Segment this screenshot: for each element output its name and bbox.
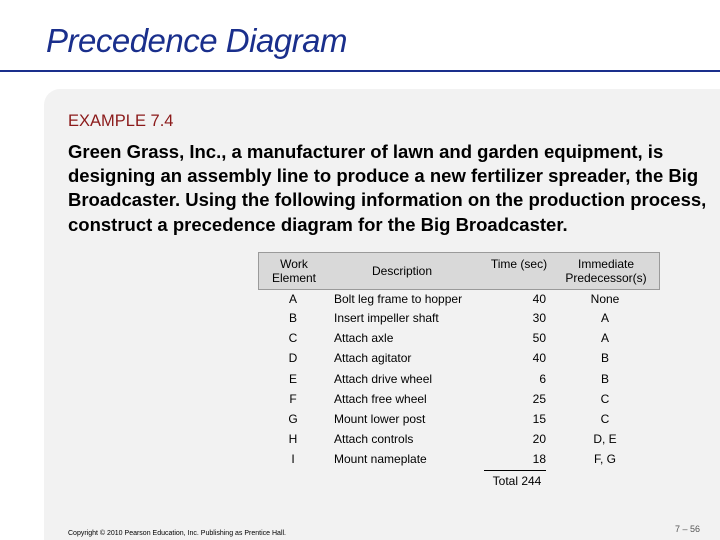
cell-time: 40 — [532, 292, 546, 306]
cell-time: 15 — [532, 411, 546, 426]
total-rule — [484, 470, 546, 471]
table-row — [258, 410, 660, 430]
cell-time: 25 — [532, 391, 546, 406]
cell-description: Attach controls — [334, 432, 414, 447]
cell-element: G — [288, 411, 298, 426]
cell-element: I — [291, 452, 295, 467]
problem-statement: Green Grass, Inc., a manufacturer of lawn and garden equipment, is designing an assembly line to produce a new fertilizer spreader, the Big Broadcaster. Using the following information on the production process, construct a precedence diagram for the Big Broadcaster. — [68, 141, 707, 235]
title-underline — [0, 70, 720, 72]
cell-element: C — [288, 331, 298, 346]
cell-element: E — [288, 371, 297, 386]
header-work-element: Work Element — [271, 257, 317, 285]
table-row — [258, 290, 660, 309]
header-predecessors: Immediate Predecessor(s) — [565, 257, 647, 285]
cell-element: B — [288, 311, 297, 325]
table-row — [258, 390, 660, 410]
cell-predecessors: F, G — [593, 452, 616, 467]
cell-description: Mount nameplate — [334, 452, 427, 467]
cell-predecessors: B — [600, 351, 609, 366]
slide-header — [0, 0, 720, 89]
cell-element: H — [288, 432, 298, 447]
cell-predecessors: C — [600, 411, 610, 426]
cell-description: Attach axle — [334, 331, 394, 346]
cell-time: 18 — [532, 452, 546, 467]
cell-predecessors: None — [590, 292, 620, 306]
cell-element: D — [288, 351, 298, 366]
cell-description: Attach agitator — [334, 351, 412, 366]
cell-description: Mount lower post — [334, 411, 426, 426]
cell-predecessors: A — [600, 311, 609, 325]
cell-description: Attach drive wheel — [334, 371, 433, 386]
table-row — [258, 450, 660, 470]
cell-predecessors: D, E — [593, 432, 617, 447]
cell-predecessors: B — [600, 371, 609, 386]
table-row — [258, 370, 660, 390]
total-time: Total 244 — [492, 474, 542, 488]
slide-title: Precedence Diagram — [46, 22, 347, 59]
example-label: EXAMPLE 7.4 — [68, 112, 174, 130]
cell-description: Attach free wheel — [334, 391, 427, 406]
cell-predecessors: A — [600, 331, 609, 346]
cell-element: F — [289, 391, 297, 406]
copyright-notice: Copyright © 2010 Pearson Education, Inc. Publishing as Prentice Hall. — [68, 530, 287, 537]
header-description: Description — [371, 264, 433, 278]
table-row — [258, 349, 660, 369]
table-body — [258, 290, 660, 471]
table-header — [258, 252, 660, 290]
cell-time: 50 — [532, 331, 546, 346]
cell-element: A — [288, 292, 297, 306]
cell-time: 40 — [532, 351, 546, 366]
table-row — [258, 430, 660, 450]
header-time: Time (sec) — [490, 257, 548, 271]
table-row — [258, 309, 660, 329]
cell-time: 30 — [532, 311, 546, 325]
cell-time: 20 — [532, 432, 546, 447]
cell-description: Bolt leg frame to hopper — [334, 292, 463, 306]
cell-time: 6 — [539, 371, 546, 386]
cell-description: Insert impeller shaft — [334, 311, 439, 325]
cell-predecessors: C — [600, 391, 610, 406]
table-row — [258, 329, 660, 349]
page-number: 7 – 56 — [675, 524, 701, 534]
